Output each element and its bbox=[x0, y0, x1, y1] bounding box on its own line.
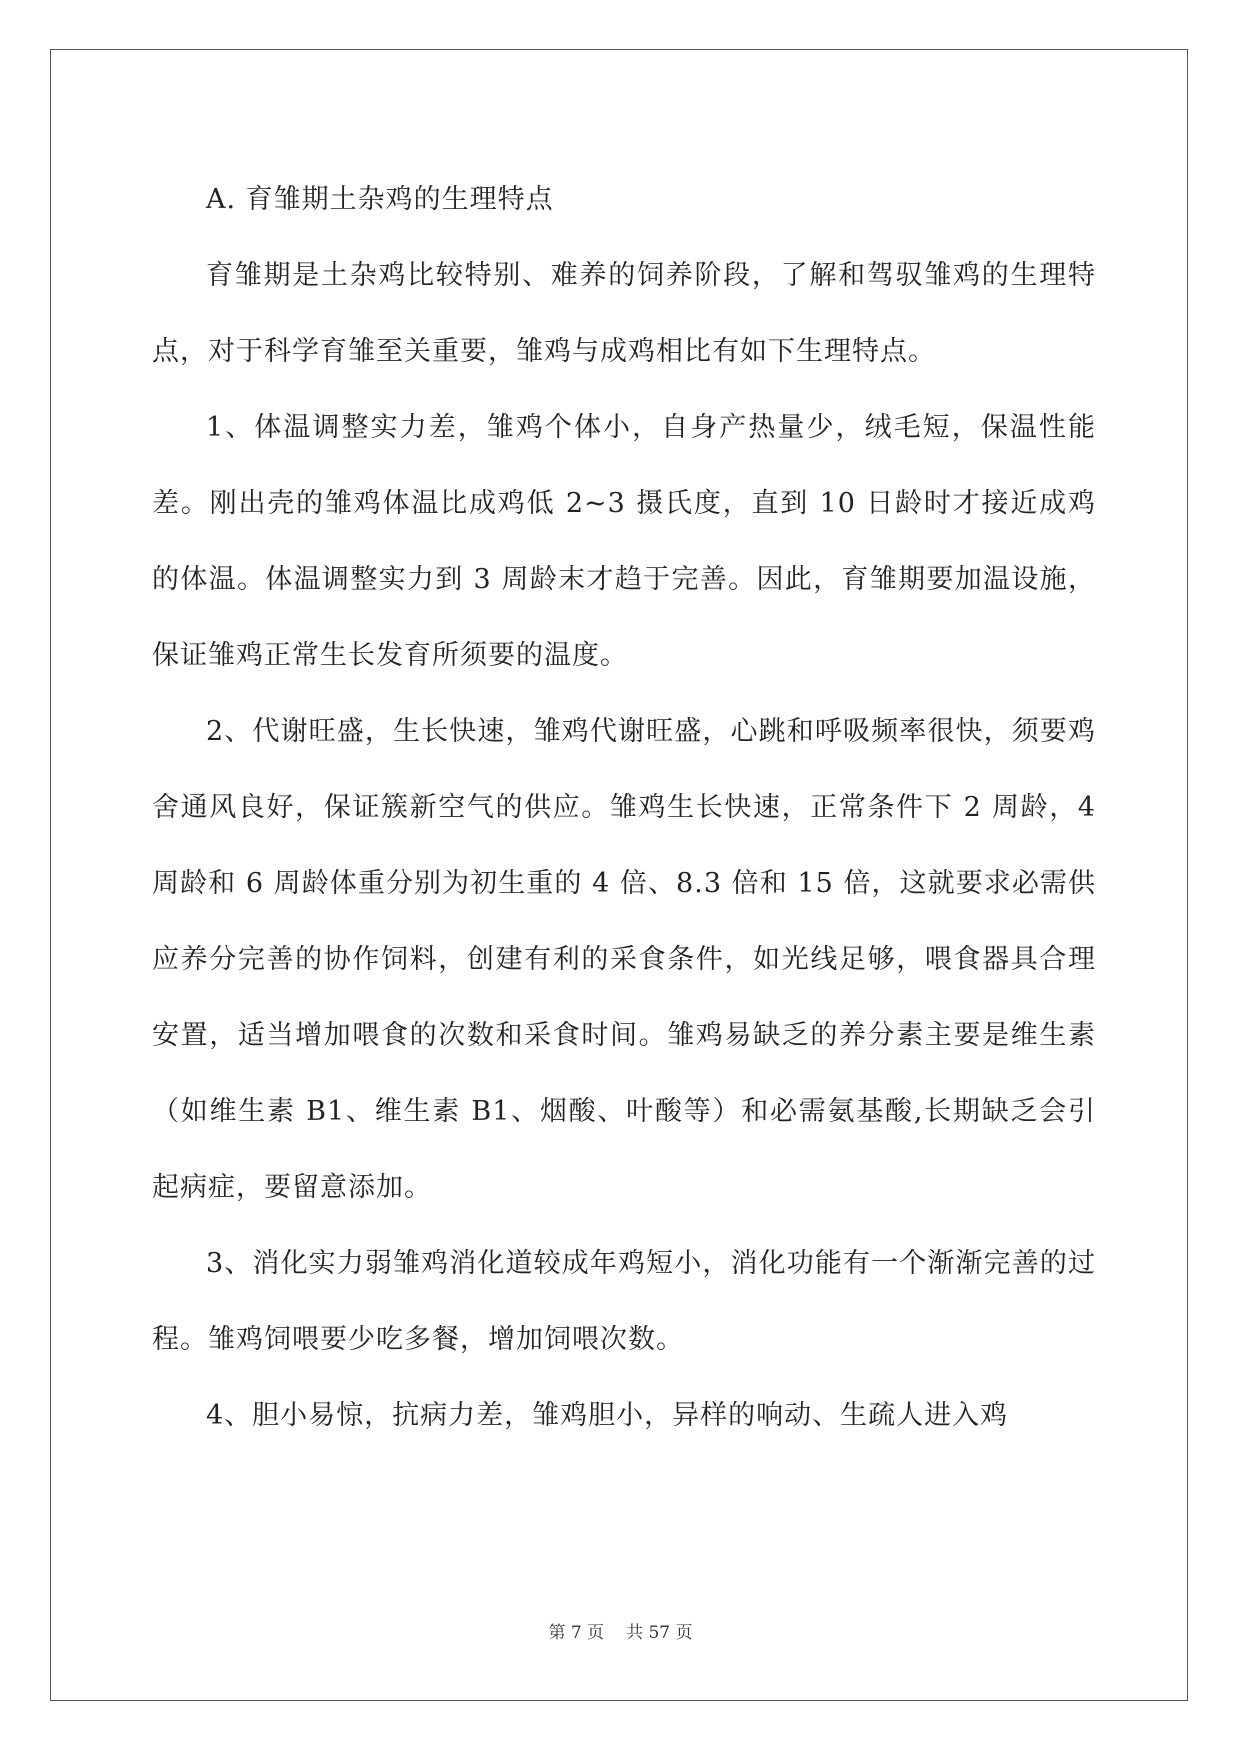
page-number: 第 7 页 bbox=[548, 1623, 605, 1643]
page-footer bbox=[0, 1618, 1241, 1643]
paragraph-point-3: 3、消化实力弱雏鸡消化道较成年鸡短小，消化功能有一个渐渐完善的过程。雏鸡饲喂要少吃多餐，增加饲喂次数。 bbox=[152, 1248, 1096, 1355]
total-pages: 共 57 页 bbox=[626, 1623, 693, 1643]
paragraph-point-4: 4、胆小易惊，抗病力差，雏鸡胆小，异样的响动、生疏人进入鸡 bbox=[206, 1400, 1009, 1431]
paragraph-intro: 育雏期是土杂鸡比较特别、难养的饲养阶段，了解和驾驭雏鸡的生理特点，对于科学育雏至关重要，雏鸡与成鸡相比有如下生理特点。 bbox=[152, 260, 1096, 367]
paragraph-point-1: 1、体温调整实力差，雏鸡个体小，自身产热量少，绒毛短，保温性能差。刚出壳的雏鸡体温比成鸡低 2~3 摄氏度，直到 10 日龄时才接近成鸡的体温。体温调整实力到 3 周龄末才趋于完善。因此，育雏期要加温设施，保证雏鸡正常生长发育所须要的温度。 bbox=[152, 412, 1096, 671]
paragraph-point-2: 2、代谢旺盛，生长快速，雏鸡代谢旺盛，心跳和呼吸频率很快，须要鸡舍通风良好，保证簇新空气的供应。雏鸡生长快速，正常条件下 2 周龄，4 周龄和 6 周龄体重分别为初生重的 4 倍、8.3 倍和 15 倍，这就要求必需供应养分完善的协作饲料，创建有利的采食条件，如光线足够，喂食器具合理安置，适当增加喂食的次数和采食时间。雏鸡易缺乏的养分素主要是维生素（如维生素 B1、维生素 B1、烟酸、叶酸等）和必需氨基酸,长期缺乏会引起病症，要留意添加。 bbox=[152, 716, 1096, 1203]
document-body bbox=[152, 162, 1096, 1454]
section-heading: A. 育雏期土杂鸡的生理特点 bbox=[206, 184, 554, 215]
